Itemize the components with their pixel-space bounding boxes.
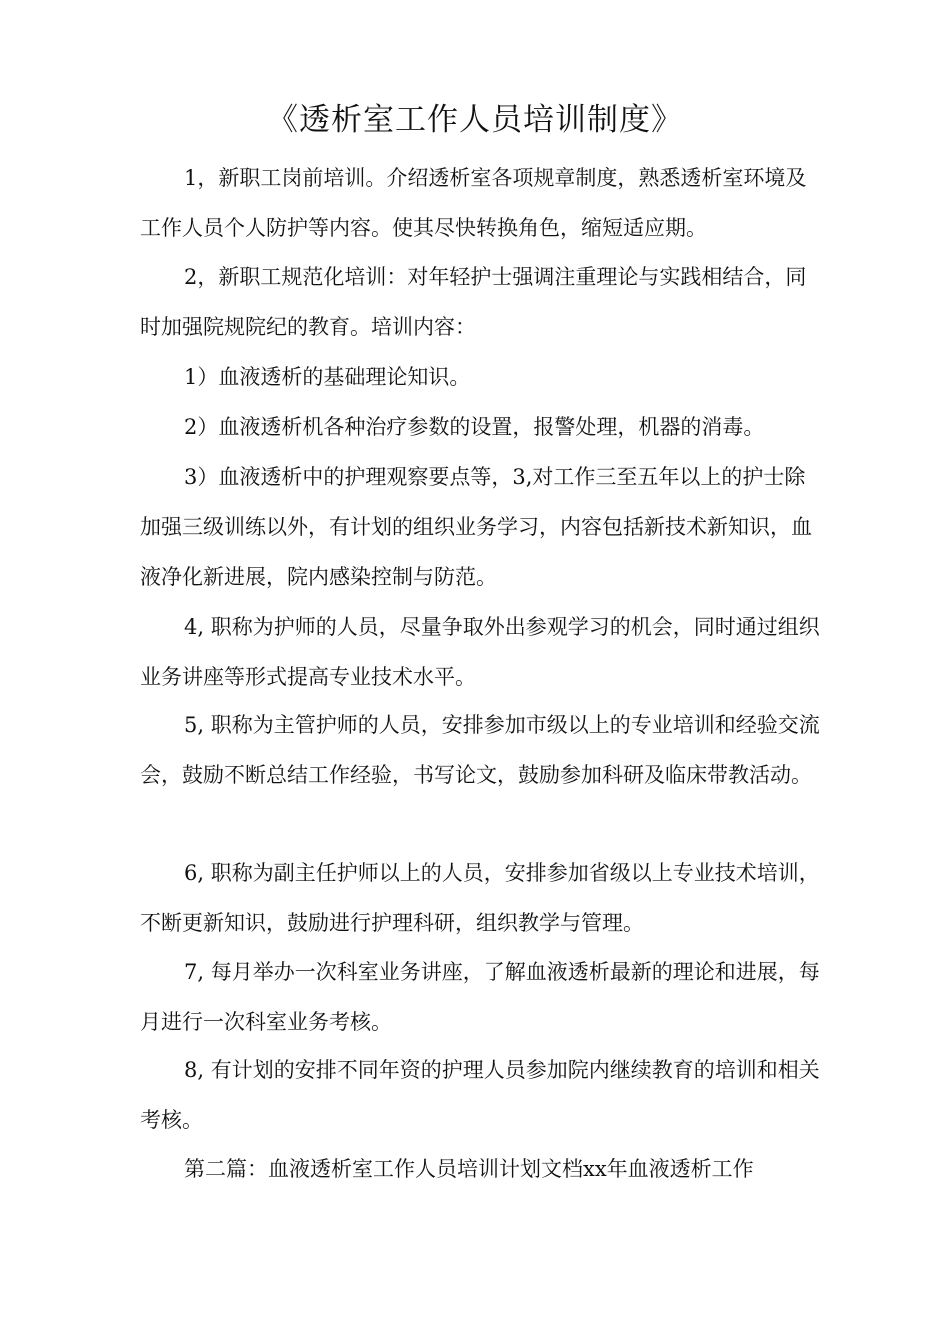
paragraph-7: 5, 职称为主管护师的人员，安排参加市级以上的专业培训和经验交流会，鼓励不断总结工作经验，书写论文，鼓励参加科研及临床带教活动。 xyxy=(140,713,820,787)
paragraph-6: 4, 职称为护师的人员，尽量争取外出参观学习的机会，同时通过组织业务讲座等形式提高专业技术水平。 xyxy=(140,615,820,689)
paragraph-4: 2）血液透析机各种治疗参数的设置，报警处理，机器的消毒。 xyxy=(184,415,765,439)
paragraph-3: 1）血液透析的基础理论知识。 xyxy=(184,365,471,389)
paragraph-8: 6, 职称为副主任护师以上的人员，安排参加省级以上专业技术培训，不断更新知识，鼓励进行护理科研，组织教学与管理。 xyxy=(140,861,820,935)
paragraph-9: 7, 每月举办一次科室业务讲座，了解血液透析最新的理论和进展，每月进行一次科室业务考核。 xyxy=(140,960,820,1034)
document-title: 《透析室工作人员培训制度》 xyxy=(267,102,683,138)
paragraph-11: 第二篇：血液透析室工作人员培训计划文档xx年血液透析工作 xyxy=(184,1157,754,1181)
paragraph-5: 3）血液透析中的护理观察要点等，3,对工作三至五年以上的护士除加强三级训练以外，有计划的组织业务学习，内容包括新技术新知识，血液净化新进展，院内感染控制与防范。 xyxy=(140,465,812,589)
paragraph-10: 8, 有计划的安排不同年资的护理人员参加院内继续教育的培训和相关考核。 xyxy=(140,1058,820,1132)
paragraph-1: 1，新职工岗前培训。介绍透析室各项规章制度，熟悉透析室环境及工作人员个人防护等内容。使其尽快转换角色，缩短适应期。 xyxy=(140,166,807,240)
paragraph-2: 2，新职工规范化培训：对年轻护士强调注重理论与实践相结合，同时加强院规院纪的教育。培训内容： xyxy=(140,265,807,339)
